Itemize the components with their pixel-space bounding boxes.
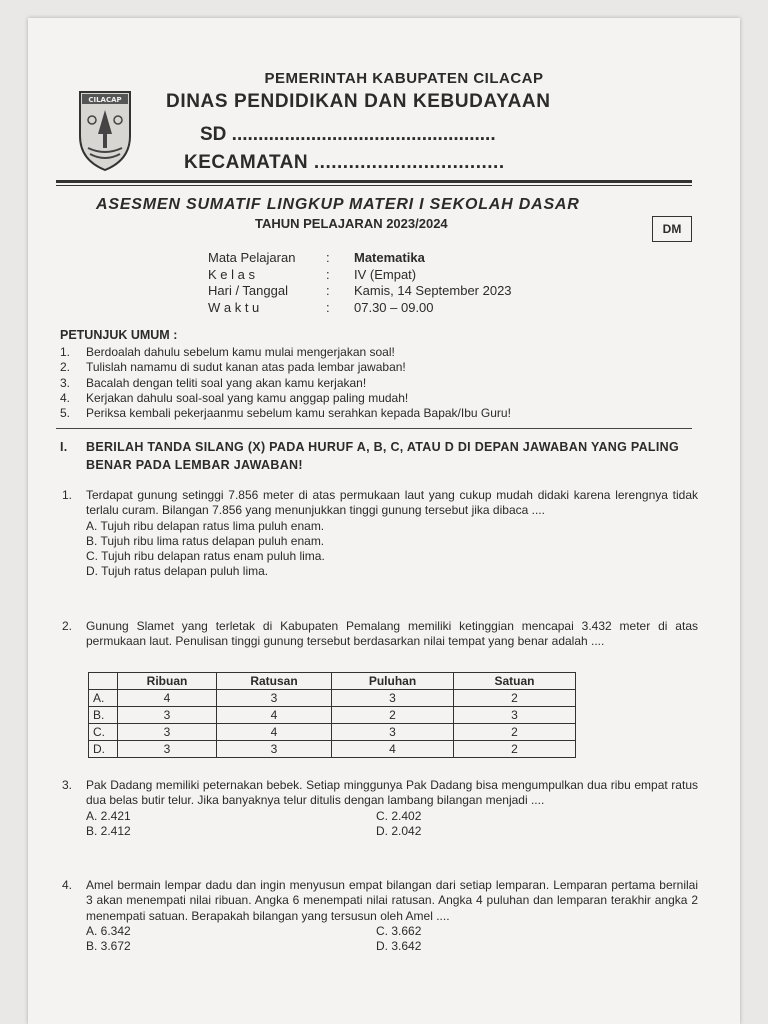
- instructions-divider: [56, 428, 692, 429]
- option: D. 2.042: [376, 823, 422, 838]
- list-item: 3. Bacalah dengan teliti soal yang akan kamu kerjakan!: [60, 375, 367, 390]
- exam-info: Mata Pelajaran : Matematika K e l a s : IV (Empat) Hari / Tanggal : Kamis, 14 September 2023 W a k t u : 07.30 – 09.00: [208, 250, 512, 315]
- place-value-table: [88, 672, 576, 758]
- header-school-field: SD ..................................................: [200, 124, 496, 145]
- table-header: Puluhan: [332, 673, 454, 690]
- option: A. 2.421: [86, 808, 131, 823]
- question-text: Terdapat gunung setinggi 7.856 meter di atas permukaan laut yang cukup mudah didaki karena lerengnya tidak terlalu curam. Bilangan 7.856 yang menunjukkan tinggi gunung tersebut jika dibaca ....: [86, 488, 698, 518]
- info-value: 07.30 – 09.00: [354, 299, 434, 315]
- exam-title: ASESMEN SUMATIF LINGKUP MATERI I SEKOLAH DASAR: [96, 196, 580, 213]
- table-row: A. 4 3 3 2: [89, 690, 576, 707]
- option: B. Tujuh ribu lima ratus delapan puluh enam.: [86, 533, 325, 548]
- option: C. 2.402: [376, 808, 422, 823]
- cilacap-crest-logo: [76, 86, 134, 172]
- option: D. Tujuh ratus delapan puluh lima.: [86, 564, 269, 579]
- info-key: Mata Pelajaran: [208, 250, 296, 265]
- option: A. Tujuh ribu delapan ratus lima puluh enam.: [86, 518, 325, 533]
- table-header: Ribuan: [118, 673, 217, 690]
- header-department: DINAS PENDIDIKAN DAN KEBUDAYAAN: [166, 91, 551, 112]
- list-item: 2. Tulislah namamu di sudut kanan atas pada lembar jawaban!: [60, 360, 406, 375]
- info-key: Hari / Tanggal: [208, 283, 288, 298]
- table-row: D. 3 3 4 2: [89, 741, 576, 758]
- list-item: 1. Berdoalah dahulu sebelum kamu mulai mengerjakan soal!: [60, 345, 395, 359]
- header-divider: [56, 180, 692, 183]
- exam-code-box: DM: [652, 216, 692, 242]
- table-header: Ratusan: [217, 673, 332, 690]
- option: A. 6.342: [86, 923, 131, 938]
- question-2: 2. Gunung Slamet yang terletak di Kabupaten Pemalang memiliki ketinggian mencapai 3.432 meter di atas permukaan laut. Penulisan tinggi gunung tersebut berdasarkan nilai tempat yang benar adalah ....: [62, 619, 698, 649]
- option: C. 3.662: [376, 923, 422, 938]
- header-government: PEMERINTAH KABUPATEN CILACAP: [264, 70, 544, 87]
- header-district-field: KECAMATAN .................................: [184, 152, 505, 173]
- exam-year: TAHUN PELAJARAN 2023/2024: [255, 216, 448, 231]
- info-value: Kamis, 14 September 2023: [354, 283, 512, 298]
- info-key: K e l a s: [208, 266, 255, 282]
- question-text: Gunung Slamet yang terletak di Kabupaten Pemalang memiliki ketinggian mencapai 3.432 meter di atas permukaan laut. Penulisan tinggi gunung tersebut berdasarkan nilai tempat yang benar adalah ....: [86, 619, 698, 649]
- list-item: 5. Periksa kembali pekerjaanmu sebelum kamu serahkan kepada Bapak/Ibu Guru!: [60, 406, 511, 421]
- question-1: 1. Terdapat gunung setinggi 7.856 meter di atas permukaan laut yang cukup mudah didaki karena lerengnya tidak terlalu curam. Bilangan 7.856 yang menunjukkan tinggi gunung tersebut jika dibaca .... A. Tujuh ribu delapan ratus lima puluh enam. B. Tujuh ribu lima ratus delapan puluh enam. C. Tujuh ribu delapan ratus enam puluh lima. D. Tujuh ratus delapan puluh lima.: [62, 488, 698, 579]
- table-row: C. 3 4 3 2: [89, 724, 576, 741]
- table-header: Satuan: [454, 673, 576, 690]
- section-heading: I. BERILAH TANDA SILANG (X) PADA HURUF A, B, C, ATAU D DI DEPAN JAWABAN YANG PALING BENAR PADA LEMBAR JAWABAN!: [60, 440, 679, 472]
- question-text: Pak Dadang memiliki peternakan bebek. Setiap minggunya Pak Dadang bisa mengumpulkan dua ribu empat ratus dua belas butir telur. Jika banyaknya telur ditulis dengan lambang bilangan menjadi ....: [86, 778, 698, 808]
- option: B. 2.412: [86, 823, 131, 838]
- option: D. 3.642: [376, 939, 422, 954]
- option: B. 3.672: [86, 939, 131, 954]
- list-item: 4. Kerjakan dahulu soal-soal yang kamu anggap paling mudah!: [60, 390, 409, 405]
- instructions-title: PETUNJUK UMUM :: [60, 328, 178, 342]
- question-3: 3. Pak Dadang memiliki peternakan bebek. Setiap minggunya Pak Dadang bisa mengumpulkan dua ribu empat ratus dua belas butir telur. Jika banyaknya telur ditulis dengan lambang bilangan menjadi .... A. 2.421 C. 2.402 B. 2.412 D. 2.042: [62, 778, 698, 838]
- info-key: W a k t u: [208, 299, 260, 315]
- info-value: Matematika: [354, 250, 425, 265]
- option: C. Tujuh ribu delapan ratus enam puluh lima.: [86, 549, 325, 564]
- table-row: B. 3 4 2 3: [89, 707, 576, 724]
- question-4: 4. Amel bermain lempar dadu dan ingin menyusun empat bilangan dari setiap lemparan. Lemparan pertama bernilai 3 akan menempati nilai ribuan. Angka 6 menempati nilai ratusan. Angka 4 puluhan dan lemparan terakhir angka 2 menempati satuan. Berapakah bilangan yang tersusun oleh Amel .... A. 6.342 C. 3.662 B. 3.672 D. 3.642: [62, 878, 698, 954]
- question-text: Amel bermain lempar dadu dan ingin menyusun empat bilangan dari setiap lemparan. Lemparan pertama bernilai 3 akan menempati nilai ribuan. Angka 6 menempati nilai ratusan. Angka 4 puluhan dan lemparan terakhir angka 2 menempati satuan. Berapakah bilangan yang tersusun oleh Amel ....: [86, 878, 698, 923]
- info-value: IV (Empat): [354, 266, 417, 282]
- instructions-list: [60, 345, 692, 421]
- svg-text:CILACAP: CILACAP: [88, 96, 122, 104]
- header-divider-thin: [56, 185, 692, 186]
